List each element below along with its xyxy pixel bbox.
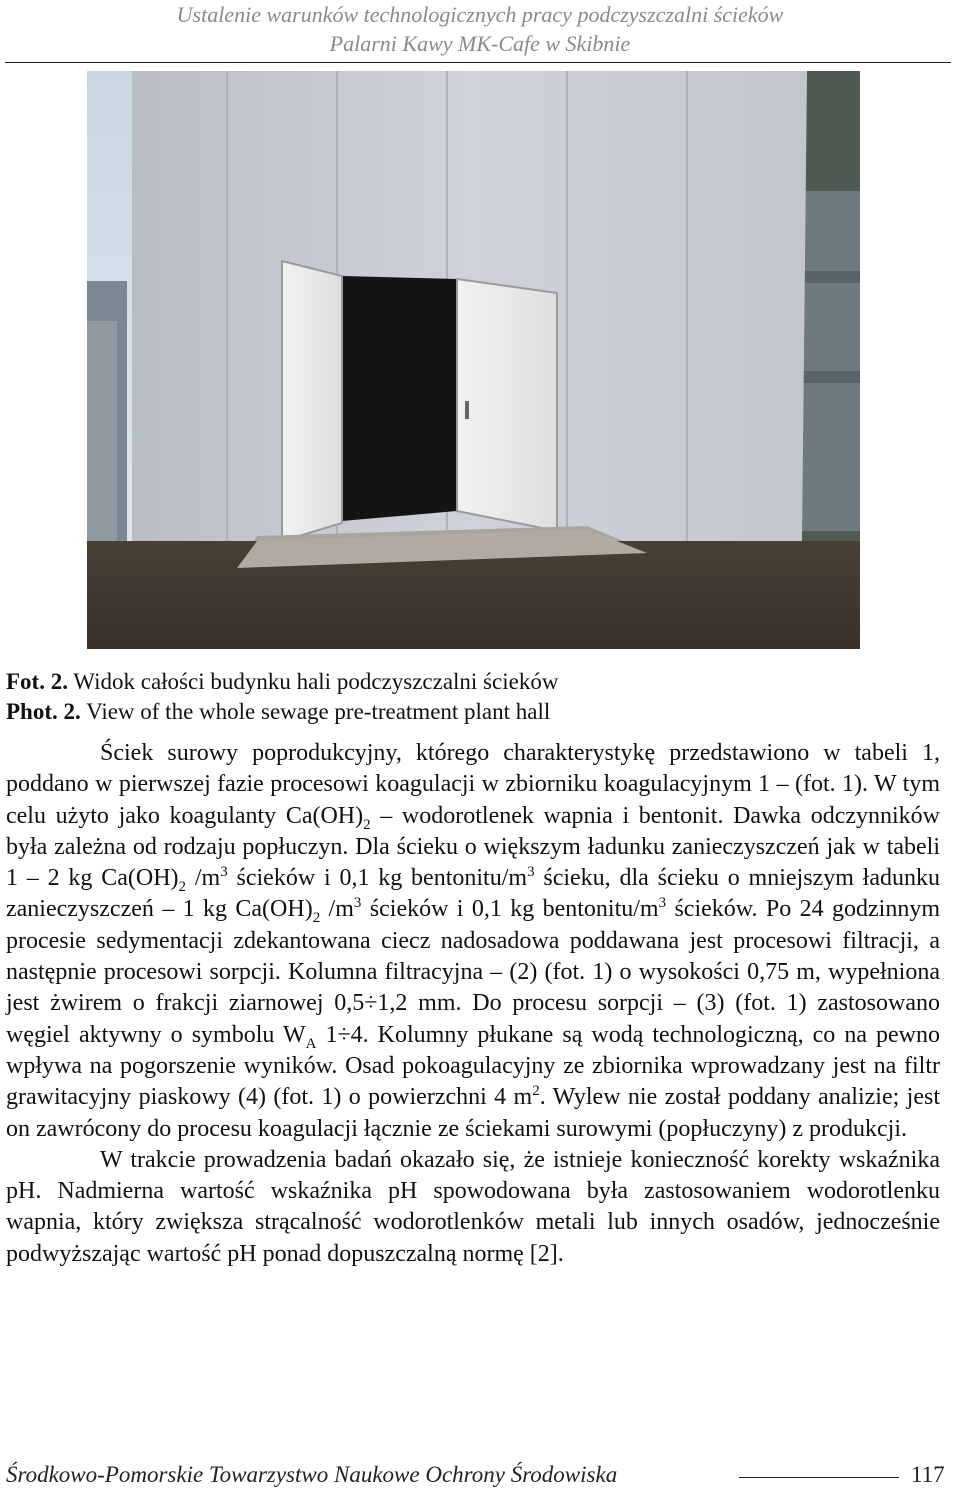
paragraph-1 bbox=[6, 738, 940, 1145]
subscript: 2 bbox=[178, 878, 187, 895]
p1-part-d: ścieków i 0,1 kg bentonitu/m bbox=[227, 865, 528, 892]
p1-part-b: – wodorotlenek wapnia i bentonit. Dawka odczynników była zależna od rodzaju popłuczyn. Dla ścieku o większym ładunku zanieczyszczeń jak w tabeli 1 – 2 kg Ca(OH) bbox=[6, 802, 941, 892]
p1-part-e: ścieku, dla ścieku o mniejszym ładunku zanieczyszczeń – 1 kg Ca(OH) bbox=[6, 865, 940, 923]
building-photo bbox=[87, 71, 860, 649]
p1-part-h: ścieków. Po 24 godzinnym procesie sedymentacji zdekantowana ciecz nadosadowa poddawana jest procesowi filtracji, a następnie procesowi sorpcji. Kolumna filtracyjna – (2) (fot. 1) o wysokości 0,75 m, wypełniona jest żwirem o frakcji ziarnowej 0,5÷1,2 mm. Do procesu sorpcji – (3) (fot. 1) zastosowano węgiel aktywny o symbolu W bbox=[6, 896, 941, 1048]
caption-pl-text: Widok całości budynku hali podczyszczalni ścieków bbox=[67, 669, 559, 694]
p1-part-a: Ściek surowy poprodukcyjny, którego charakterystykę przedstawiono w tabeli 1, poddano w pierwszej fazie procesowi koagulacji w zbiorniku koagulacyjnym 1 – (fot. 1). W tym celu użyto jako koagulanty Ca(OH) bbox=[6, 740, 940, 829]
subscript: 2 bbox=[312, 910, 321, 927]
p1-part-g: ścieków i 0,1 kg bentonitu/m bbox=[361, 896, 659, 923]
superscript: 3 bbox=[220, 864, 228, 881]
figure-caption-pl bbox=[6, 668, 906, 696]
paragraph-2: W trakcie prowadzenia badań okazało się, że istnieje konieczność korekty wskaźnika pH. Nadmierna wartość wskaźnika pH spowodowana była zastosowaniem wodorotlenku wapnia, który zwiększa strącalność wodorotlenków metali lub innych osadów, jednocześnie podwyższając wartość pH ponad dopuszczalną normę [2]. bbox=[6, 1146, 940, 1267]
superscript: 3 bbox=[353, 895, 362, 912]
footer-organization: Środkowo-Pomorskie Towarzystwo Naukowe Ochrony Środowiska bbox=[6, 1462, 618, 1487]
caption-en-text: View of the whole sewage pre-treatment plant hall bbox=[80, 699, 551, 724]
p1-part-c: /m bbox=[186, 865, 221, 892]
figure-caption-en bbox=[6, 698, 906, 726]
body-text bbox=[6, 738, 940, 1270]
header-line-1: Ustalenie warunków technologicznych pracy podczyszczalni ścieków bbox=[176, 2, 784, 27]
subscript: A bbox=[305, 1035, 317, 1052]
superscript: 2 bbox=[532, 1083, 540, 1100]
p1-part-f: /m bbox=[320, 896, 354, 923]
footer-rule bbox=[739, 1477, 899, 1478]
superscript: 3 bbox=[658, 895, 667, 912]
running-header bbox=[0, 0, 960, 58]
header-rule bbox=[5, 62, 951, 63]
building-photo-illustration bbox=[87, 71, 860, 649]
caption-pl-label: Fot. 2. bbox=[6, 669, 68, 694]
superscript: 3 bbox=[527, 864, 535, 881]
p1-part-i: 1÷4. Kolumny płukane są wodą technologiczną, co na pewno wpływa na pogorszenie wyników. Osad pokoagulacyjny ze zbiornika wprowadzany jest na filtr grawitacyjny piaskowy (4) (fot. 1) o powierzchni 4 m bbox=[6, 1021, 940, 1111]
subscript: 2 bbox=[363, 816, 371, 833]
p1-part-j: . Wylew nie został poddany analizie; jest on zawrócony do procesu koagulacji łącznie ze ściekami surowymi (popłuczyny) z produkcji. bbox=[6, 1084, 940, 1142]
page-number: 117 bbox=[911, 1462, 945, 1487]
caption-en-label: Phot. 2. bbox=[6, 699, 81, 724]
page-footer bbox=[6, 1462, 946, 1494]
header-line-2: Palarni Kawy MK-Cafe w Skibnie bbox=[329, 31, 631, 56]
